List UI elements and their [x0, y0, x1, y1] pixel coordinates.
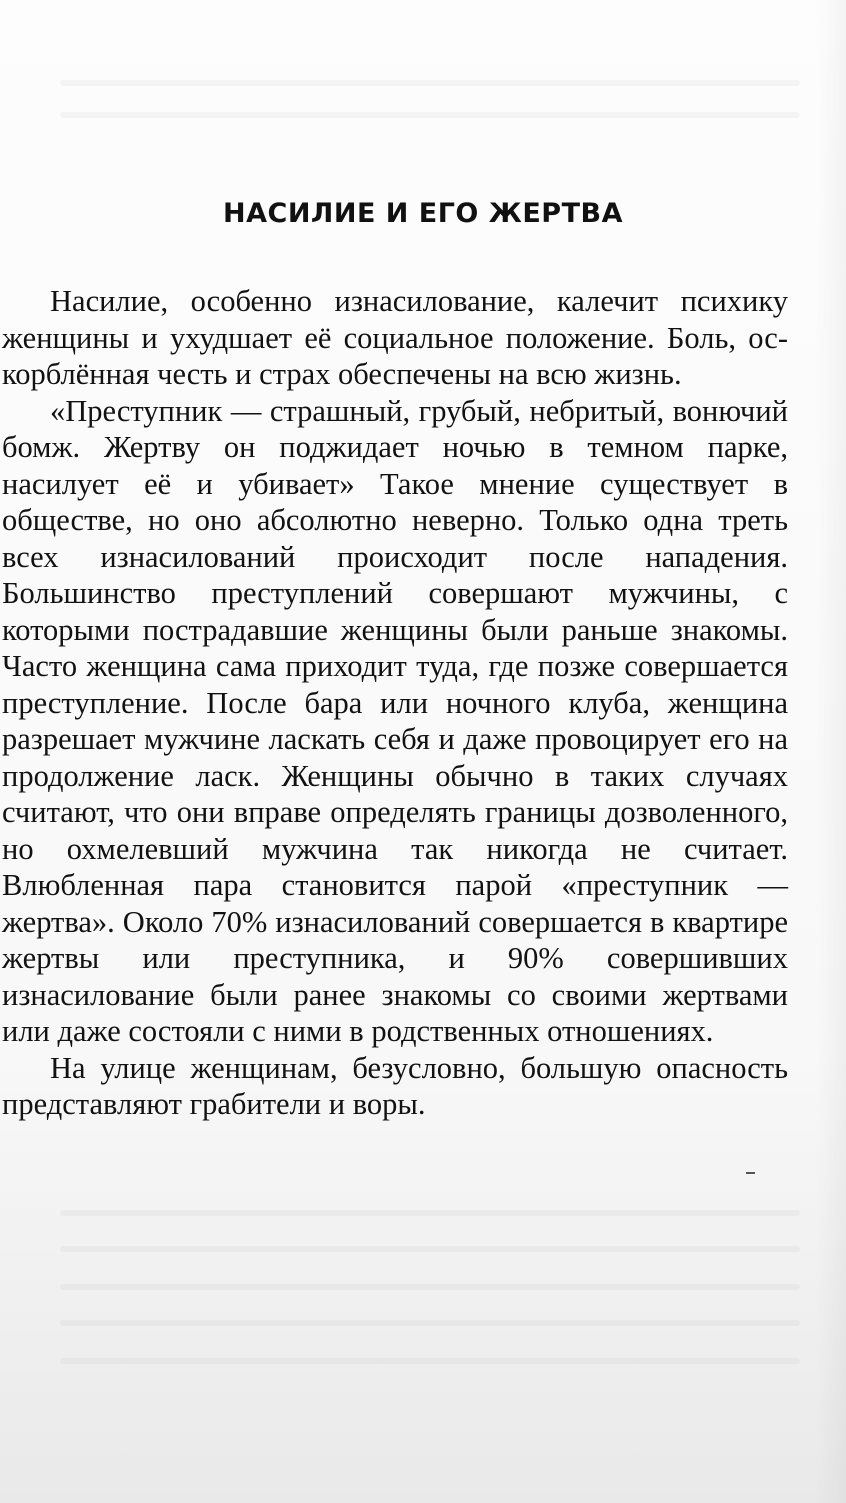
page-edge-shadow: [816, 0, 846, 1503]
show-through-line: [60, 1246, 800, 1252]
section-heading: НАСИЛИЕ И ЕГО ЖЕРТВА: [223, 198, 623, 229]
show-through-line: [60, 1320, 800, 1326]
show-through-line: [60, 1284, 800, 1290]
show-through-line: [60, 80, 800, 86]
show-through-line: [60, 1358, 800, 1364]
paragraph: Насилие, особенно изнасилование, калечит психику женщины и ухудшает её социальное положение. Боль, оскорблённая честь и страх обеспечены на всю жизнь.: [2, 284, 788, 391]
paragraph: «Преступник — страшный, грубый, небритый, вонючий бомж. Жертву он поджидает ночью в темном парке, насилует её и убивает» Такое мнение существует в обществе, но оно абсолютно неверно. Только одна треть всех изнасилований происходит после нападения. Большинство преступлений совершают мужчины, с которыми пострадавшие женщины были раньше знакомы. Часто женщина сама приходит туда, где позже совершается преступление. После бара или ночного клуба, женщина разрешает мужчине ласкать себя и даже провоцирует его на продолжение ласк. Женщины обычно в таких случаях считают, что они вправе определять границы дозволенного, но охмелевший мужчина так никогда не считает. Влюбленная пара становится парой «преступник — жертва». Около 70% изнасилований совершается в квартире жертвы или преступника, и 90% совершивших изнасилование были ранее знакомы со своими жертвами или даже состояли с ними в родственных отношениях.: [2, 393, 788, 1048]
body-text: [2, 283, 788, 1123]
show-through-line: [60, 1210, 800, 1216]
show-through-line: [60, 112, 800, 118]
stray-print-mark: [746, 1172, 755, 1174]
paragraph: На улице женщинам, безусловно, большую опасность представляют грабители и воры.: [2, 1050, 788, 1121]
